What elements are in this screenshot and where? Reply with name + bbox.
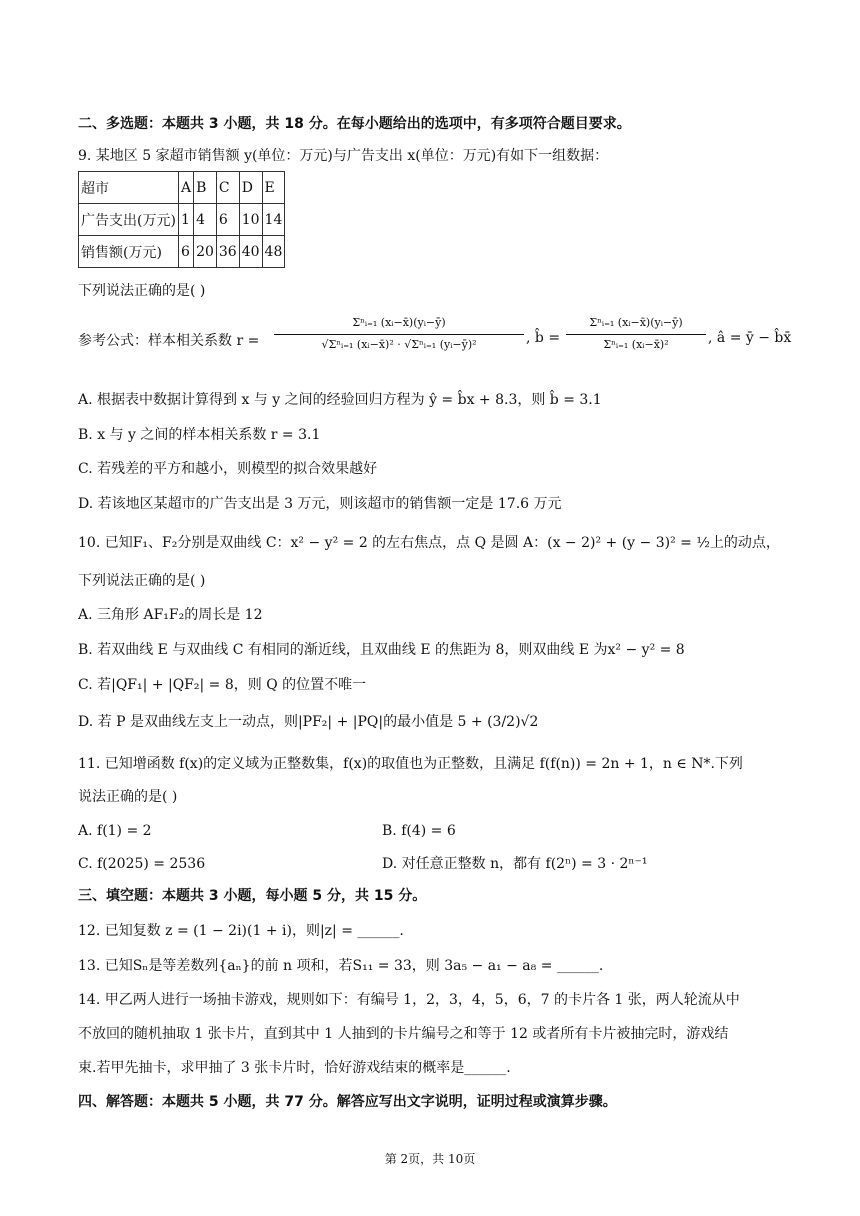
question-14-line-3: 束.若甲先抽卡，求甲抽了 3 张卡片时，恰好游戏结束的概率是______. [78, 1060, 511, 1076]
q9-option-b: B. x 与 y 之间的样本相关系数 r = 3.1 [78, 427, 321, 443]
q10-option-c: C. 若|QF₁| + |QF₂| = 8，则 Q 的位置不唯一 [78, 677, 367, 693]
sales-data-table [78, 171, 285, 268]
question-13: 13. 已知Sₙ是等差数列{aₙ}的前 n 项和，若S₁₁ = 33，则 3a₅ − a₁ − a₈ = ______. [78, 958, 604, 974]
table-cell: 广告支出(万元) [79, 204, 179, 236]
question-14-line-2: 不放回的随机抽取 1 张卡片，直到其中 1 人抽到的卡片编号之和等于 12 或者所有卡片被抽完时，游戏结 [78, 1026, 729, 1042]
q10-option-a: A. 三角形 AF₁F₂的周长是 12 [78, 607, 263, 623]
table-cell: 10 [239, 204, 262, 236]
table-cell: D [239, 172, 262, 204]
q11-option-a: A. f(1) = 2 [78, 823, 152, 839]
question-10-ask: 下列说法正确的是( ) [78, 573, 206, 589]
page-footer: 第 2页，共 10页 [384, 1152, 476, 1166]
section-heading-fill-in: 三、填空题：本题共 3 小题，每小题 5 分，共 15 分。 [78, 888, 427, 904]
table-cell: 6 [178, 236, 193, 268]
q10-option-b: B. 若双曲线 E 与双曲线 C 有相同的渐近线，且双曲线 E 的焦距为 8，则双曲线 E 为x² − y² = 8 [78, 642, 685, 658]
table-cell: 超市 [79, 172, 179, 204]
table-cell: 14 [262, 204, 285, 236]
question-11-ask: 说法正确的是( ) [78, 789, 178, 805]
table-cell: B [194, 172, 217, 204]
formula-b-numerator: Σⁿᵢ₌₁ (xᵢ−x̄)(yᵢ−ȳ) [589, 316, 683, 329]
table-cell: 36 [216, 236, 239, 268]
q9-option-c: C. 若残差的平方和越小，则模型的拟合效果越好 [78, 461, 378, 477]
table-cell: 6 [216, 204, 239, 236]
formula-label: 参考公式：样本相关系数 r = [78, 333, 260, 349]
question-10-stem: 10. 已知F₁、F₂分别是双曲线 C：x² − y² = 2 的左右焦点，点 Q 是圆 A：(x − 2)² + (y − 3)² = ½上的动点， [78, 535, 780, 551]
q9-option-d: D. 若该地区某超市的广告支出是 3 万元，则该超市的销售额一定是 17.6 万元 [78, 496, 562, 512]
table-cell: 48 [262, 236, 285, 268]
fraction-bar [566, 334, 706, 335]
fraction-bar [274, 334, 524, 335]
q10-option-d: D. 若 P 是双曲线左支上一动点，则|PF₂| + |PQ|的最小值是 5 + (3/2)√2 [78, 714, 539, 730]
table-cell: 4 [194, 204, 217, 236]
question-9-ask: 下列说法正确的是( ) [78, 283, 206, 299]
table-row [79, 236, 285, 268]
question-14-line-1: 14. 甲乙两人进行一场抽卡游戏，规则如下：有编号 1，2，3，4，5，6，7 的卡片各 1 张，两人轮流从中 [78, 992, 740, 1008]
q11-option-c: C. f(2025) = 2536 [78, 856, 206, 872]
formula-b-denominator: Σⁿᵢ₌₁ (xᵢ−x̄)² [603, 338, 669, 351]
question-9-stem: 9. 某地区 5 家超市销售额 y(单位：万元)与广告支出 x(单位：万元)有如下一组数据： [78, 148, 609, 164]
formula-a: , â = ȳ − b̂x̄ [708, 330, 792, 346]
table-cell: C [216, 172, 239, 204]
table-cell: 40 [239, 236, 262, 268]
formula-b-label: , b̂ = [526, 330, 561, 346]
section-heading-multiple-choice: 二、多选题：本题共 3 小题，共 18 分。在每小题给出的选项中，有多项符合题目要求。 [78, 116, 631, 132]
table-row [79, 172, 285, 204]
section-heading-solutions: 四、解答题：本题共 5 小题，共 77 分。解答应写出文字说明，证明过程或演算步骤。 [78, 1094, 617, 1110]
table-cell: 1 [178, 204, 193, 236]
formula-r-numerator: Σⁿᵢ₌₁ (xᵢ−x̄)(yᵢ−ȳ) [352, 316, 446, 329]
formula-r-denominator: √Σⁿᵢ₌₁ (xᵢ−x̄)² · √Σⁿᵢ₌₁ (yᵢ−ȳ)² [321, 338, 477, 351]
question-12: 12. 已知复数 z = (1 − 2i)(1 + i)，则|z| = ______. [78, 923, 404, 939]
table-row [79, 204, 285, 236]
q9-option-a: A. 根据表中数据计算得到 x 与 y 之间的经验回归方程为 ŷ = b̂x + 8.3，则 b̂ = 3.1 [78, 392, 602, 408]
question-11-stem: 11. 已知增函数 f(x)的定义域为正整数集，f(x)的取值也为正整数，且满足 f(f(n)) = 2n + 1，n ∈ N*.下列 [78, 756, 743, 772]
table-cell: 20 [194, 236, 217, 268]
table-cell: 销售额(万元) [79, 236, 179, 268]
table-cell: A [178, 172, 193, 204]
table-cell: E [262, 172, 285, 204]
q11-option-d: D. 对任意正整数 n，都有 f(2ⁿ) = 3 · 2ⁿ⁻¹ [382, 856, 648, 872]
q11-option-b: B. f(4) = 6 [382, 823, 456, 839]
